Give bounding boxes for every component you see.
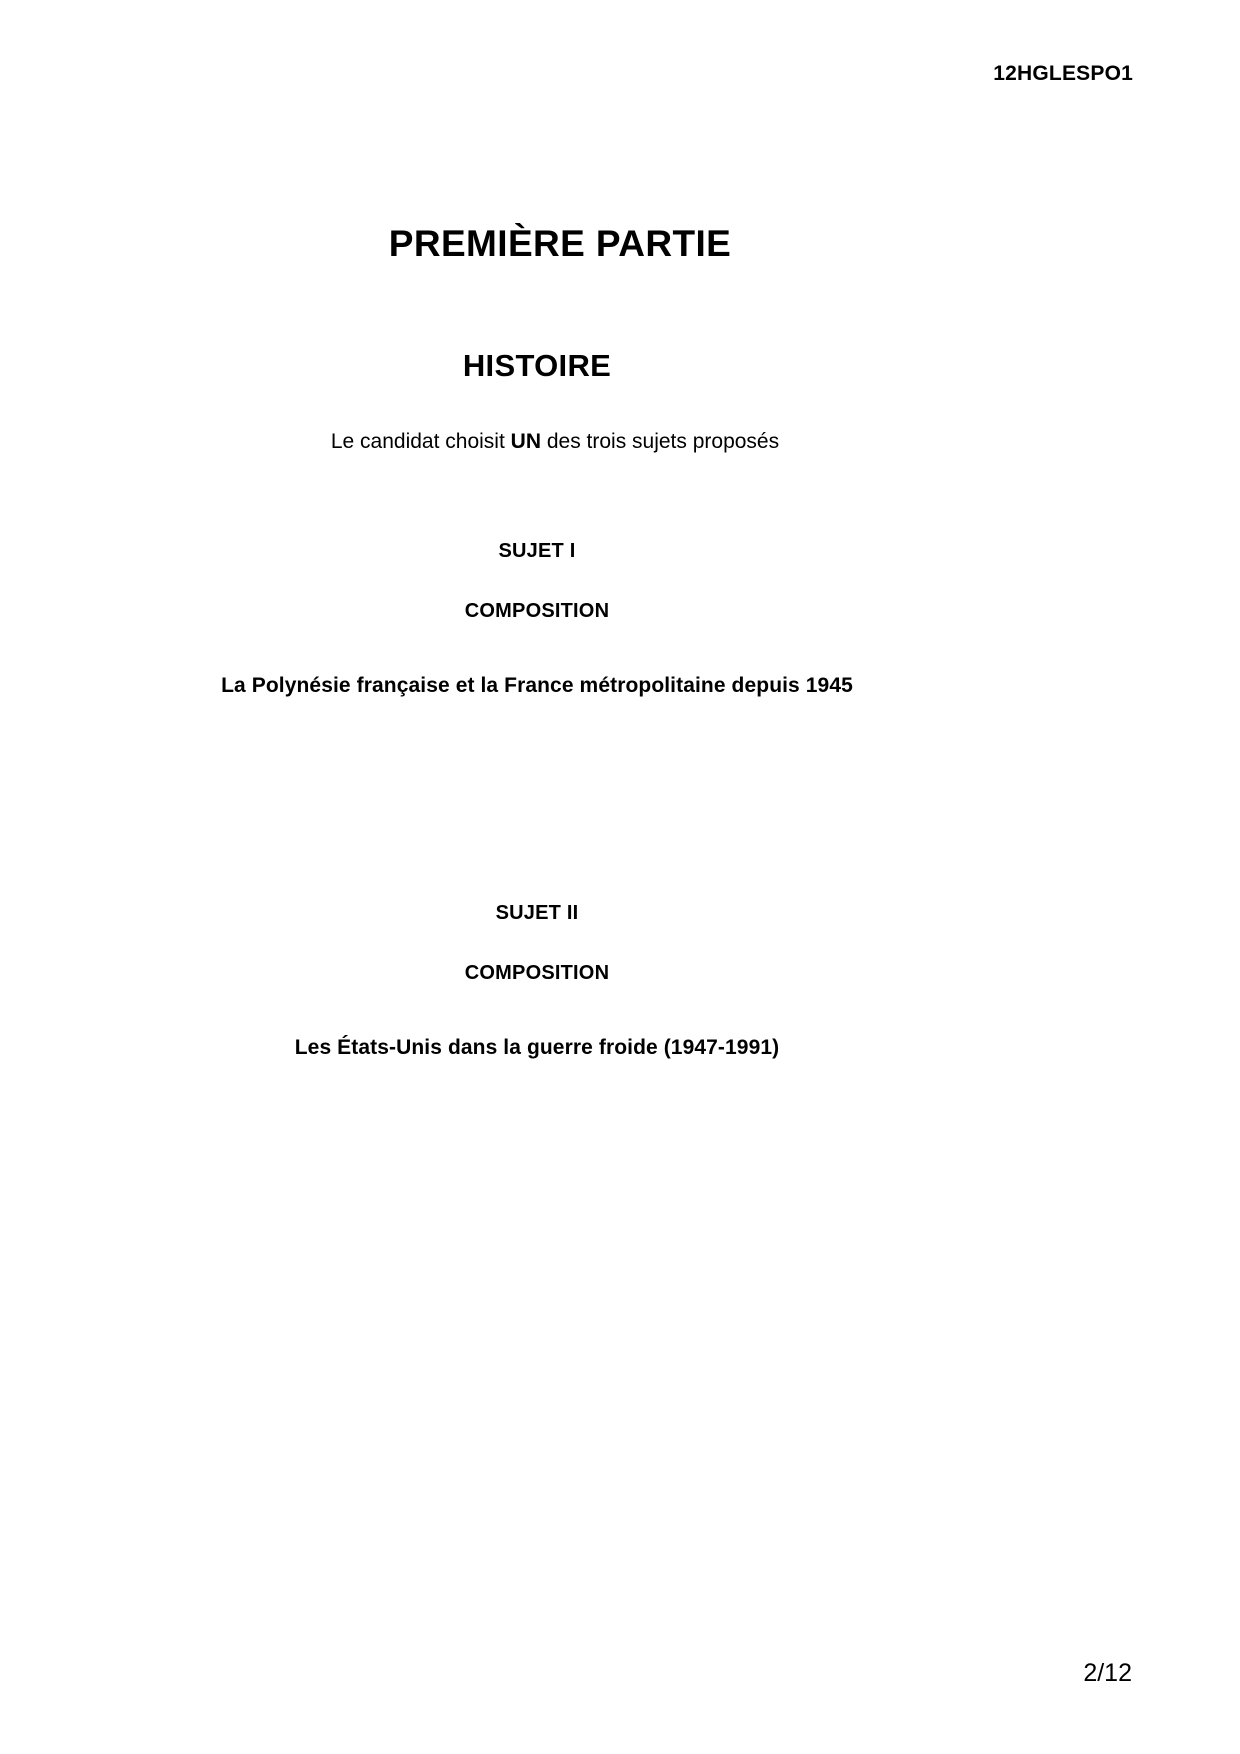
- instruction-text-after: des trois sujets proposés: [541, 430, 780, 453]
- page-title: PREMIÈRE PARTIE: [388, 222, 732, 264]
- subject-block-2: [0, 902, 1157, 1060]
- subject-1-label: SUJET I: [498, 540, 576, 562]
- exam-code: 12HGLESPO1: [993, 62, 1133, 85]
- instruction-emphasis: UN: [510, 430, 541, 453]
- instruction-text-before: Le candidat choisit: [330, 430, 511, 453]
- subject-2-kind: COMPOSITION: [464, 962, 610, 984]
- page-number: 2/12: [1083, 1659, 1132, 1687]
- subject-block-1: [0, 540, 1157, 698]
- subject-area-title: HISTOIRE: [462, 347, 612, 383]
- subject-1-statement: La Polynésie française et la France métropolitaine depuis 1945: [221, 674, 853, 697]
- instruction-line: [0, 430, 1175, 454]
- subject-2-label: SUJET II: [495, 902, 579, 924]
- subject-2-statement: Les États-Unis dans la guerre froide (1947-1991): [294, 1036, 780, 1059]
- subject-1-kind: COMPOSITION: [464, 600, 610, 622]
